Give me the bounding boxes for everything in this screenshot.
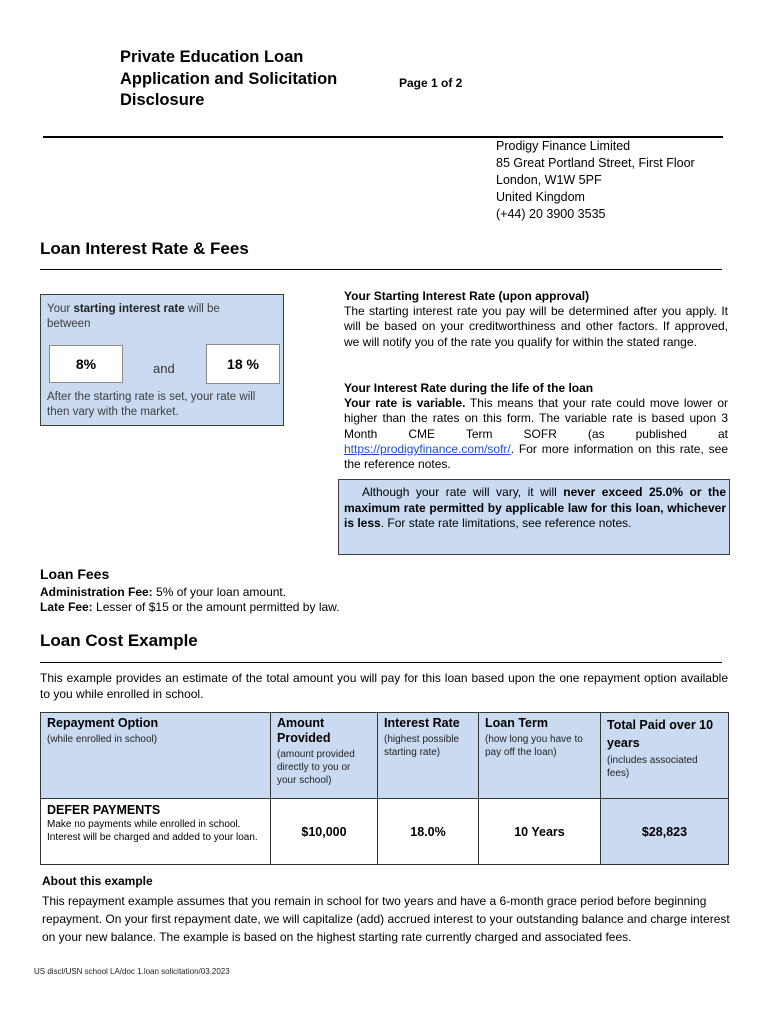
- title-line: Disclosure: [120, 91, 205, 109]
- rate-cap-note: Although your rate will vary, it will never exceed 25.0% or the maximum rate permitted by applicable law for this loan, whichever is less. For state rate limitations, see reference notes.: [338, 479, 730, 555]
- header-cell: Amount Provided (amount provided directly to you or your school): [271, 713, 378, 799]
- table-header-row: [41, 713, 729, 799]
- rate-and-label: and: [153, 361, 175, 376]
- rate-range-box: [40, 294, 284, 426]
- about-example-text: This repayment example assumes that you remain in school for two years and have a 6-month grace period before beginning repayment. On your first repayment date, we will capitalize (add) accrued interest to your outstanding balance and charge interest on your new balance. The example is based on the highest starting rate currently charged and associated fees.: [42, 894, 730, 944]
- document-title: [120, 47, 380, 112]
- cost-example-heading: Loan Cost Example: [40, 631, 198, 650]
- rate-cell: 18.0%: [378, 799, 479, 865]
- cost-example-table: [40, 712, 729, 865]
- lender-phone: (+44) 20 3900 3535: [496, 207, 606, 221]
- document-footer: US discl/USN school LA/doc 1.loan solicitation/03.2023: [34, 967, 230, 976]
- title-line: Application and Solicitation: [120, 69, 338, 88]
- starting-rate-title: Your Starting Interest Rate (upon approval): [344, 289, 590, 303]
- page-number: Page 1 of 2: [399, 76, 463, 90]
- starting-rate-body: The starting interest rate you pay will be determined after you apply. It will be based on your creditworthiness and other factors. If approved, we will notify you of the rate you qualify for within the stated range.: [344, 304, 728, 349]
- rate-box-between: between: [47, 318, 91, 330]
- admin-fee: Administration Fee: 5% of your loan amount.: [40, 585, 287, 599]
- amount-cell: $10,000: [271, 799, 378, 865]
- header-cell: Loan Term (how long you have to pay off the loan): [479, 713, 601, 799]
- header-cell: Interest Rate (highest possible starting rate): [378, 713, 479, 799]
- term-cell: 10 Years: [479, 799, 601, 865]
- lender-street: 85 Great Portland Street, First Floor: [496, 156, 695, 170]
- interest-divider: [40, 269, 722, 270]
- lender-city: London, W1W 5PF: [496, 173, 602, 187]
- life-rate-title: Your Interest Rate during the life of the loan: [344, 381, 594, 395]
- title-line: Private Education Loan: [120, 48, 304, 66]
- sofr-link[interactable]: https://prodigyfinance.com/sofr/: [344, 441, 511, 456]
- lender-address: [496, 138, 695, 223]
- starting-rate-section: [344, 289, 728, 350]
- late-fee: Late Fee: Lesser of $15 or the amount permitted by law.: [40, 600, 340, 614]
- total-cell: $28,823: [601, 799, 729, 865]
- header-cell: Repayment Option (while enrolled in school): [41, 713, 271, 799]
- cost-example-intro: This example provides an estimate of the total amount you will pay for this loan based upon the one repayment option available to you while enrolled in school.: [40, 671, 728, 701]
- rate-box-intro: Your starting interest rate will be: [47, 303, 220, 315]
- rate-box-after-2: then vary with the market.: [47, 406, 179, 418]
- max-rate-value: 18 %: [206, 344, 280, 384]
- rate-box-after-1: After the starting rate is set, your rate will: [47, 391, 256, 403]
- table-row: [41, 799, 729, 865]
- cost-divider: [40, 662, 722, 663]
- lender-country: United Kingdom: [496, 190, 585, 204]
- interest-section-heading: Loan Interest Rate & Fees: [40, 239, 249, 258]
- lender-name: Prodigy Finance Limited: [496, 139, 631, 153]
- life-rate-body: Your rate is variable. This means that your rate could move lower or higher than the rates on this form. The variable rate is based upon 3 Month CME Term SOFR (as published at https://prodigyfinance.com/sofr/. For more information on this rate, see the reference notes.: [344, 396, 728, 472]
- loan-fees-heading: Loan Fees: [40, 566, 110, 582]
- about-example-heading: About this example: [42, 874, 153, 888]
- life-rate-section: [344, 381, 728, 472]
- header-cell: Total Paid over 10 years (includes associated fees): [601, 713, 729, 799]
- min-rate-value: 8%: [49, 345, 123, 383]
- repayment-option-cell: DEFER PAYMENTS Make no payments while enrolled in school. Interest will be charged and added to your loan.: [41, 799, 271, 865]
